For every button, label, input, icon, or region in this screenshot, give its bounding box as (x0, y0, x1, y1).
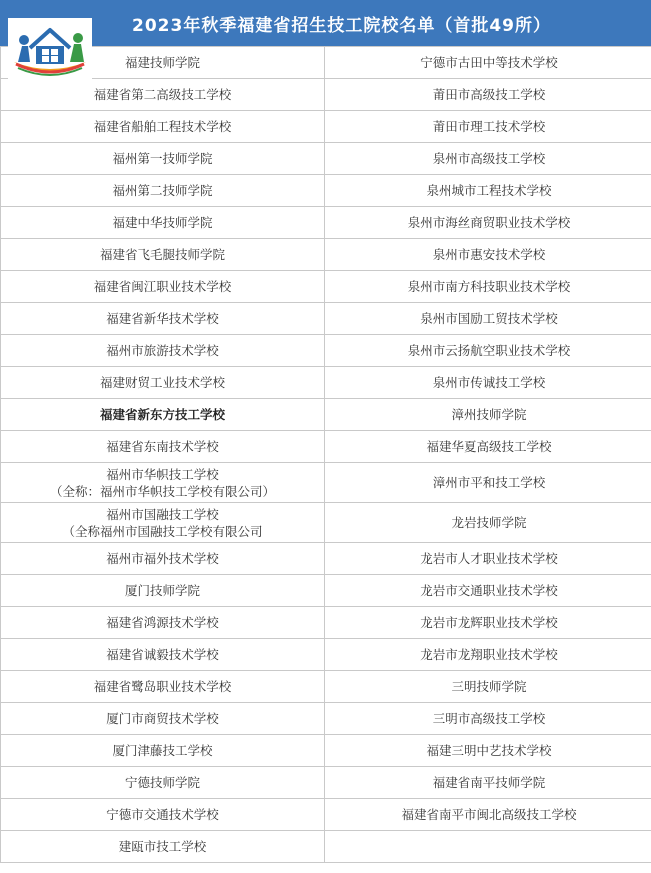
school-name: 福州市国融技工学校 (106, 506, 219, 522)
school-name-left: 福建省飞毛腿技师学院 (1, 239, 325, 271)
school-name-left (1, 503, 325, 543)
table-row (1, 79, 651, 111)
table-row (1, 799, 651, 831)
school-name-right: 宁德市古田中等技术学校 (325, 47, 651, 79)
table-row (1, 703, 651, 735)
school-name-left: 厦门技师学院 (1, 575, 325, 607)
school-name-right: 三明市高级技工学校 (325, 703, 651, 735)
school-name-left: 福建省鸿源技术学校 (1, 607, 325, 639)
school-name-right: 福建省南平技师学院 (325, 767, 651, 799)
school-name-right (325, 831, 651, 863)
table-row (1, 503, 651, 543)
school-name-left: 福建省诚毅技术学校 (1, 639, 325, 671)
school-full-name-note: （全称福州市国融技工学校有限公司 (62, 523, 263, 539)
table-row (1, 271, 651, 303)
house-family-logo-icon (8, 18, 92, 80)
table-row (1, 543, 651, 575)
school-name-right: 泉州城市工程技术学校 (325, 175, 651, 207)
school-name-right: 龙岩市人才职业技术学校 (325, 543, 651, 575)
school-name-left: 福州市福外技术学校 (1, 543, 325, 575)
school-name-left: 建瓯市技工学校 (1, 831, 325, 863)
school-name-right: 莆田市高级技工学校 (325, 79, 651, 111)
table-row (1, 607, 651, 639)
school-name-right: 龙岩市交通职业技术学校 (325, 575, 651, 607)
school-name-left: 福建省鹭岛职业技术学校 (1, 671, 325, 703)
school-name-right: 龙岩市龙翔职业技术学校 (325, 639, 651, 671)
school-name-left: 福建财贸工业技术学校 (1, 367, 325, 399)
table-row (1, 47, 651, 79)
school-name-right: 莆田市理工技术学校 (325, 111, 651, 143)
school-name-left: 福建中华技师学院 (1, 207, 325, 239)
school-name-right: 福建华夏高级技工学校 (325, 431, 651, 463)
table-row (1, 175, 651, 207)
school-name-right: 泉州市国励工贸技术学校 (325, 303, 651, 335)
school-name: 福州市华帜技工学校 (106, 466, 219, 482)
school-name-left: 宁德市交通技术学校 (1, 799, 325, 831)
school-name-right: 泉州市高级技工学校 (325, 143, 651, 175)
table-row (1, 303, 651, 335)
school-name-left: 福州市旅游技术学校 (1, 335, 325, 367)
table-row (1, 399, 651, 431)
school-name-right: 泉州市云扬航空职业技术学校 (325, 335, 651, 367)
school-name-left: 福建省新华技术学校 (1, 303, 325, 335)
table-row (1, 831, 651, 863)
title-banner (0, 0, 651, 46)
school-name-left: 宁德技师学院 (1, 767, 325, 799)
table-row (1, 239, 651, 271)
table-row (1, 767, 651, 799)
school-name-right: 泉州市海丝商贸职业技术学校 (325, 207, 651, 239)
school-name-right: 龙岩技师学院 (325, 503, 651, 543)
school-name-left: 福建技师学院 (1, 47, 325, 79)
school-name-left: 福建省新东方技工学校 (1, 399, 325, 431)
school-name-right: 泉州市惠安技术学校 (325, 239, 651, 271)
school-name-right: 福建省南平市闽北高级技工学校 (325, 799, 651, 831)
table-row (1, 367, 651, 399)
school-name-left: 福建省第二高级技工学校 (1, 79, 325, 111)
school-name-right: 漳州技师学院 (325, 399, 651, 431)
page-title: 2023年秋季福建省招生技工院校名单（首批49所） (132, 15, 551, 36)
school-name-right: 福建三明中艺技术学校 (325, 735, 651, 767)
school-name-right: 泉州市南方科技职业技术学校 (325, 271, 651, 303)
school-name-left (1, 463, 325, 503)
school-name-right: 龙岩市龙辉职业技术学校 (325, 607, 651, 639)
table-row (1, 111, 651, 143)
school-name-left: 福州第二技师学院 (1, 175, 325, 207)
school-name-right: 漳州市平和技工学校 (325, 463, 651, 503)
school-name-right: 三明技师学院 (325, 671, 651, 703)
school-name-left: 厦门市商贸技术学校 (1, 703, 325, 735)
school-name-left: 福州第一技师学院 (1, 143, 325, 175)
table-row (1, 335, 651, 367)
school-full-name-note: （全称：福州市华帜技工学校有限公司） (49, 483, 275, 499)
school-name-left: 福建省东南技术学校 (1, 431, 325, 463)
table-row (1, 463, 651, 503)
table-row (1, 575, 651, 607)
table-row (1, 639, 651, 671)
school-name-left: 厦门津藤技工学校 (1, 735, 325, 767)
table-row (1, 671, 651, 703)
table-row (1, 207, 651, 239)
table-row (1, 431, 651, 463)
school-name-right: 泉州市传诚技工学校 (325, 367, 651, 399)
school-name-left: 福建省闽江职业技术学校 (1, 271, 325, 303)
table-row (1, 735, 651, 767)
table-row (1, 143, 651, 175)
school-list-table (0, 46, 651, 863)
school-name-left: 福建省船舶工程技术学校 (1, 111, 325, 143)
